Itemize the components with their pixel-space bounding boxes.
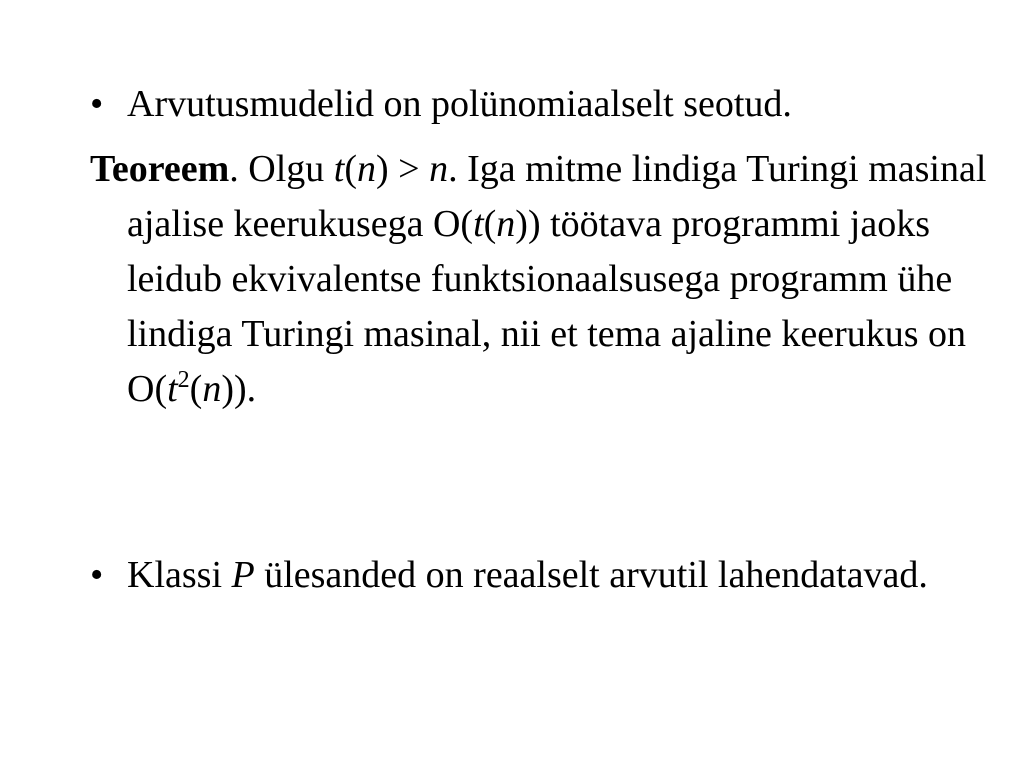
bullet-item-models — [90, 77, 987, 132]
math-class-p: P — [231, 554, 255, 596]
math-n: n — [357, 148, 377, 190]
math-n: n — [496, 203, 516, 245]
theorem-text-part: )). — [221, 368, 257, 410]
theorem-text-part: ( — [344, 148, 358, 190]
theorem-paragraph — [90, 142, 987, 417]
bullet-text-part: ülesanded on reaalselt arvutil lahendatavad. — [254, 554, 928, 596]
bullet-text-part: Klassi — [127, 554, 232, 596]
math-superscript: 2 — [177, 367, 190, 393]
math-n: n — [202, 368, 222, 410]
math-n: n — [429, 148, 449, 190]
theorem-text-part: ( — [483, 203, 497, 245]
theorem-text-part: )) töötava programmi jaoks leidub ekvivalentse funktsionaalsusega programm ühe lindiga Turingi masinal, nii et tema ajaline keerukus on O( — [127, 203, 967, 410]
bullet-dot: • — [90, 83, 104, 125]
theorem-text-part: . Olgu — [229, 148, 334, 190]
theorem-text-part: ( — [189, 368, 203, 410]
math-t: t — [167, 368, 178, 410]
theorem-text-part: . Iga mitme lindiga Turingi masinal ajalise keerukusega O( — [127, 148, 987, 245]
math-t: t — [473, 203, 484, 245]
bullet-item-class-p — [90, 548, 987, 603]
theorem-text-part: ) > — [376, 148, 430, 190]
bullet-dot: • — [90, 554, 104, 596]
math-t: t — [333, 148, 345, 190]
bullet-text: Arvutusmudelid on polünomiaalselt seotud. — [127, 83, 792, 125]
theorem-label: Teoreem — [90, 148, 230, 190]
